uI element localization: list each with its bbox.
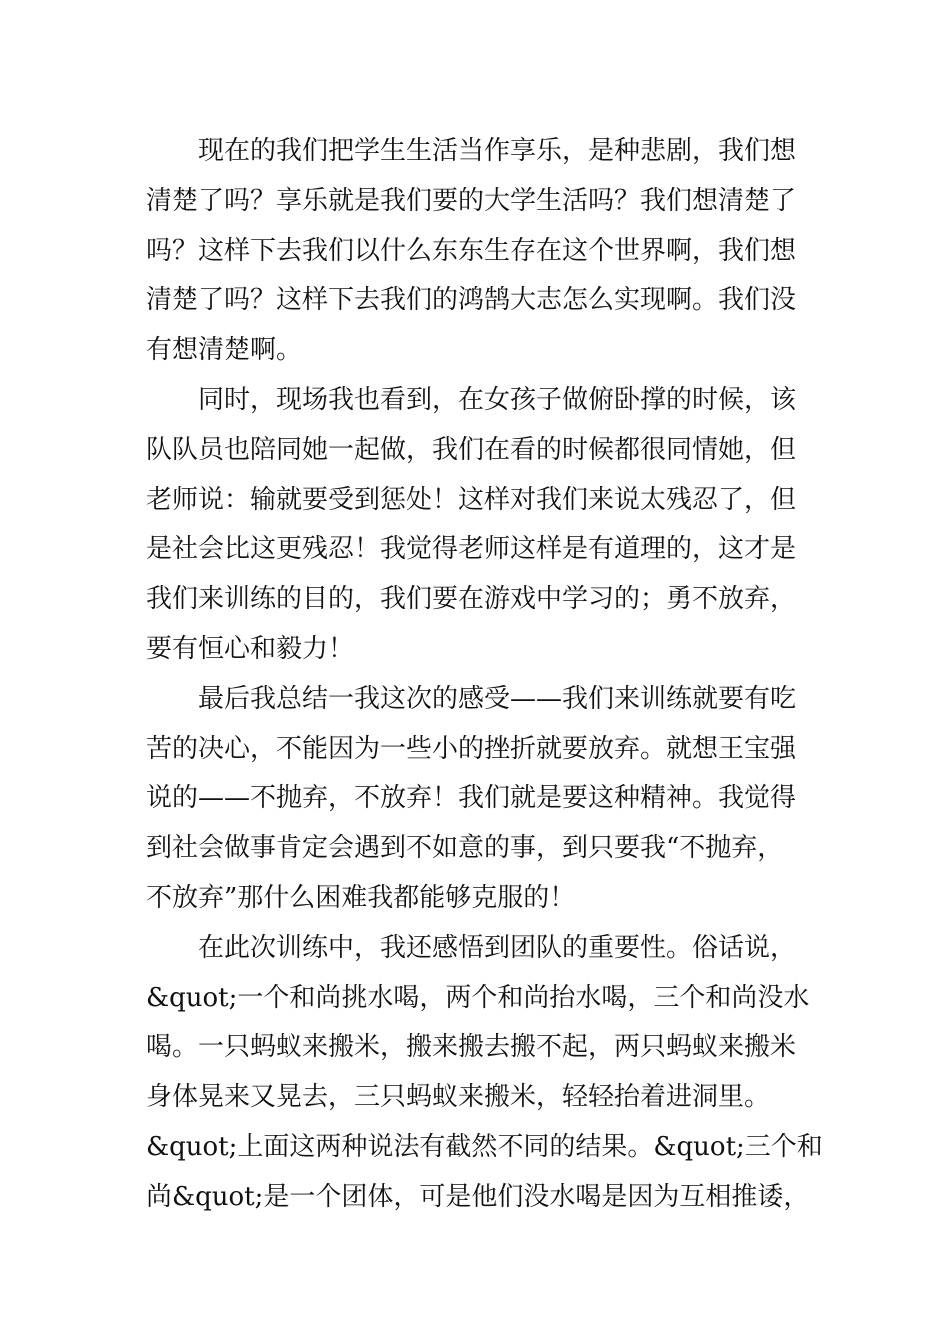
text-line: 要有恒心和毅力！: [146, 633, 355, 664]
text-line: 喝。一只蚂蚁来搬米，搬来搬去搬不起，两只蚂蚁来搬米: [146, 1032, 797, 1063]
text-line: &quot;上面这两种说法有截然不同的结果。&quot;三个和: [146, 1131, 823, 1162]
text-line: 清楚了吗？这样下去我们的鸿鹄大志怎么实现啊。我们没: [146, 285, 797, 316]
paragraph-4: [146, 924, 826, 1223]
text-line: 队队员也陪同她一起做，我们在看的时候都很同情她，但: [146, 434, 797, 465]
text-line: 现在的我们把学生生活当作享乐，是种悲剧，我们想: [146, 136, 797, 166]
text-line: 说的——不抛弃，不放弃！我们就是要这种精神。我觉得: [146, 783, 797, 814]
text-line: 到社会做事肯定会遇到不如意的事，到只要我“不抛弃，: [146, 833, 784, 864]
text-line: 有想清楚啊。: [146, 335, 303, 366]
document-body: [146, 127, 826, 1223]
paragraph-3: [146, 675, 826, 924]
text-line: 苦的决心，不能因为一些小的挫折就要放弃。就想王宝强: [146, 733, 797, 764]
text-line: 最后我总结一我这次的感受——我们来训练就要有吃: [146, 683, 797, 714]
text-line: &quot;一个和尚挑水喝，两个和尚抬水喝，三个和尚没水: [146, 982, 810, 1013]
text-line: 身体晃来又晃去，三只蚂蚁来搬米，轻轻抬着进洞里。: [146, 1082, 771, 1113]
paragraph-1: [146, 127, 826, 376]
text-line: 是社会比这更残忍！我觉得老师这样是有道理的，这才是: [146, 534, 797, 565]
text-line: 尚&quot;是一个团体，可是他们没水喝是因为互相推诿，: [146, 1181, 810, 1212]
text-line: 清楚了吗？享乐就是我们要的大学生活吗？我们想清楚了: [146, 185, 797, 216]
text-line: 老师说：输就要受到惩处！这样对我们来说太残忍了，但: [146, 484, 797, 515]
text-line: 我们来训练的目的，我们要在游戏中学习的；勇不放弃，: [146, 584, 797, 615]
paragraph-2: [146, 376, 826, 675]
text-line: 吗？这样下去我们以什么东东生存在这个世界啊，我们想: [146, 235, 797, 266]
text-line: 不放弃”那什么困难我都能够克服的！: [146, 882, 576, 913]
text-line: 同时，现场我也看到，在女孩子做俯卧撑的时候，该: [146, 384, 797, 415]
text-line: 在此次训练中，我还感悟到团队的重要性。俗话说，: [146, 932, 797, 963]
